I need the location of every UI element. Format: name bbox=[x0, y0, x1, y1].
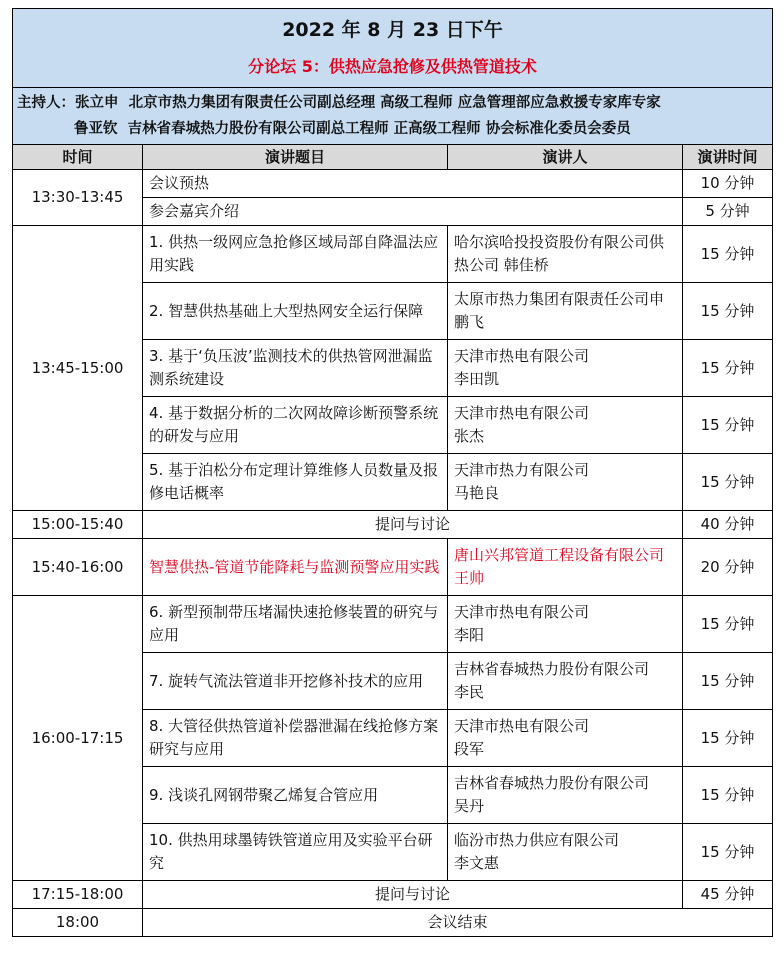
time-cell: 17:15-18:00 bbox=[13, 881, 143, 909]
time-cell: 18:00 bbox=[13, 909, 143, 937]
speaker-org: 天津市热电有限公司 bbox=[454, 603, 590, 621]
speaker-org: 吉林省春城热力股份有限公司 bbox=[454, 774, 650, 792]
host-cell bbox=[13, 88, 773, 145]
column-header-time: 时间 bbox=[13, 145, 143, 170]
speaker-cell bbox=[448, 767, 683, 824]
speaker-org: 天津市热力有限公司 bbox=[454, 461, 590, 479]
time-cell: 15:00-15:40 bbox=[13, 511, 143, 539]
speaker-org: 吉林省春城热力股份有限公司 bbox=[454, 660, 650, 678]
column-header-topic: 演讲题目 bbox=[143, 145, 448, 170]
column-header-row bbox=[13, 145, 773, 170]
speaker-name: 段军 bbox=[454, 740, 485, 758]
speaker-name: 李阳 bbox=[454, 626, 485, 644]
duration-cell: 15 分钟 bbox=[683, 767, 773, 824]
speaker-cell bbox=[448, 596, 683, 653]
duration-cell: 15 分钟 bbox=[683, 824, 773, 881]
speaker-cell bbox=[448, 710, 683, 767]
speaker-name: 吴丹 bbox=[454, 797, 485, 815]
speaker-name: 张杰 bbox=[454, 427, 485, 445]
speaker-org: 天津市热电有限公司 bbox=[454, 404, 590, 422]
table-row bbox=[13, 596, 773, 653]
speaker-name: 李文惠 bbox=[454, 854, 500, 872]
page-title: 2022 年 8 月 23 日下午 bbox=[13, 9, 773, 50]
topic-cell: 智慧供热-管道节能降耗与监测预警应用实践 bbox=[143, 539, 448, 596]
time-cell: 13:30-13:45 bbox=[13, 170, 143, 226]
topic-cell: 2. 智慧供热基础上大型热网安全运行保障 bbox=[143, 283, 448, 340]
host-row bbox=[13, 88, 773, 145]
table-row bbox=[13, 539, 773, 596]
column-header-speaker: 演讲人 bbox=[448, 145, 683, 170]
speaker-cell: 唐山兴邦管道工程设备有限公司 王帅 bbox=[448, 539, 683, 596]
speaker-cell bbox=[448, 824, 683, 881]
duration-cell: 5 分钟 bbox=[683, 198, 773, 226]
duration-cell: 15 分钟 bbox=[683, 340, 773, 397]
topic-cell: 会议结束 bbox=[143, 909, 773, 937]
speaker-cell: 哈尔滨哈投投资股份有限公司供热公司 韩佳桥 bbox=[448, 226, 683, 283]
forum-subtitle: 分论坛 5：供热应急抢修及供热管道技术 bbox=[13, 49, 773, 88]
speaker-org: 临汾市热力供应有限公司 bbox=[454, 831, 620, 849]
speaker-org: 天津市热电有限公司 bbox=[454, 717, 590, 735]
duration-cell: 10 分钟 bbox=[683, 170, 773, 198]
topic-cell: 提问与讨论 bbox=[143, 511, 683, 539]
duration-cell: 40 分钟 bbox=[683, 511, 773, 539]
table-row bbox=[13, 170, 773, 198]
topic-cell: 6. 新型预制带压堵漏快速抢修装置的研究与应用 bbox=[143, 596, 448, 653]
topic-cell: 10. 供热用球墨铸铁管道应用及实验平台研究 bbox=[143, 824, 448, 881]
duration-cell: 15 分钟 bbox=[683, 710, 773, 767]
time-cell: 15:40-16:00 bbox=[13, 539, 143, 596]
duration-cell: 15 分钟 bbox=[683, 454, 773, 511]
subtitle-row bbox=[13, 49, 773, 88]
speaker-name: 李民 bbox=[454, 683, 485, 701]
topic-cell: 3. 基于‘负压波’监测技术的供热管网泄漏监测系统建设 bbox=[143, 340, 448, 397]
table-row bbox=[13, 909, 773, 937]
topic-cell: 4. 基于数据分析的二次网故障诊断预警系统的研发与应用 bbox=[143, 397, 448, 454]
topic-cell: 参会嘉宾介绍 bbox=[143, 198, 683, 226]
speaker-cell bbox=[448, 340, 683, 397]
time-cell: 13:45-15:00 bbox=[13, 226, 143, 511]
table-row bbox=[13, 226, 773, 283]
topic-cell: 7. 旋转气流法管道非开挖修补技术的应用 bbox=[143, 653, 448, 710]
host-line-1: 主持人：张立申 北京市热力集团有限责任公司副总经理 高级工程师 应急管理部应急救援专家库专家 bbox=[17, 95, 661, 111]
topic-cell: 会议预热 bbox=[143, 170, 683, 198]
agenda-sheet bbox=[12, 8, 772, 937]
speaker-cell bbox=[448, 397, 683, 454]
duration-cell: 15 分钟 bbox=[683, 397, 773, 454]
title-row bbox=[13, 9, 773, 50]
speaker-name: 马艳良 bbox=[454, 484, 500, 502]
host-line-2: 鲁亚钦 吉林省春城热力股份有限公司副总工程师 正高级工程师 协会标准化委员会委员 bbox=[74, 121, 631, 137]
topic-cell: 提问与讨论 bbox=[143, 881, 683, 909]
table-row bbox=[13, 881, 773, 909]
agenda-table bbox=[12, 8, 773, 937]
speaker-cell bbox=[448, 653, 683, 710]
duration-cell: 15 分钟 bbox=[683, 653, 773, 710]
table-row bbox=[13, 511, 773, 539]
speaker-org: 天津市热电有限公司 bbox=[454, 347, 590, 365]
duration-cell: 15 分钟 bbox=[683, 226, 773, 283]
duration-cell: 45 分钟 bbox=[683, 881, 773, 909]
duration-cell: 20 分钟 bbox=[683, 539, 773, 596]
topic-cell: 1. 供热一级网应急抢修区域局部自降温法应用实践 bbox=[143, 226, 448, 283]
duration-cell: 15 分钟 bbox=[683, 596, 773, 653]
speaker-name: 李田凯 bbox=[454, 370, 500, 388]
time-cell: 16:00-17:15 bbox=[13, 596, 143, 881]
topic-cell: 5. 基于泊松分布定理计算维修人员数量及报修电话概率 bbox=[143, 454, 448, 511]
duration-cell: 15 分钟 bbox=[683, 283, 773, 340]
topic-cell: 8. 大管径供热管道补偿器泄漏在线抢修方案研究与应用 bbox=[143, 710, 448, 767]
topic-cell: 9. 浅谈孔网钢带聚乙烯复合管应用 bbox=[143, 767, 448, 824]
column-header-duration: 演讲时间 bbox=[683, 145, 773, 170]
speaker-cell: 太原市热力集团有限责任公司申鹏飞 bbox=[448, 283, 683, 340]
speaker-cell bbox=[448, 454, 683, 511]
